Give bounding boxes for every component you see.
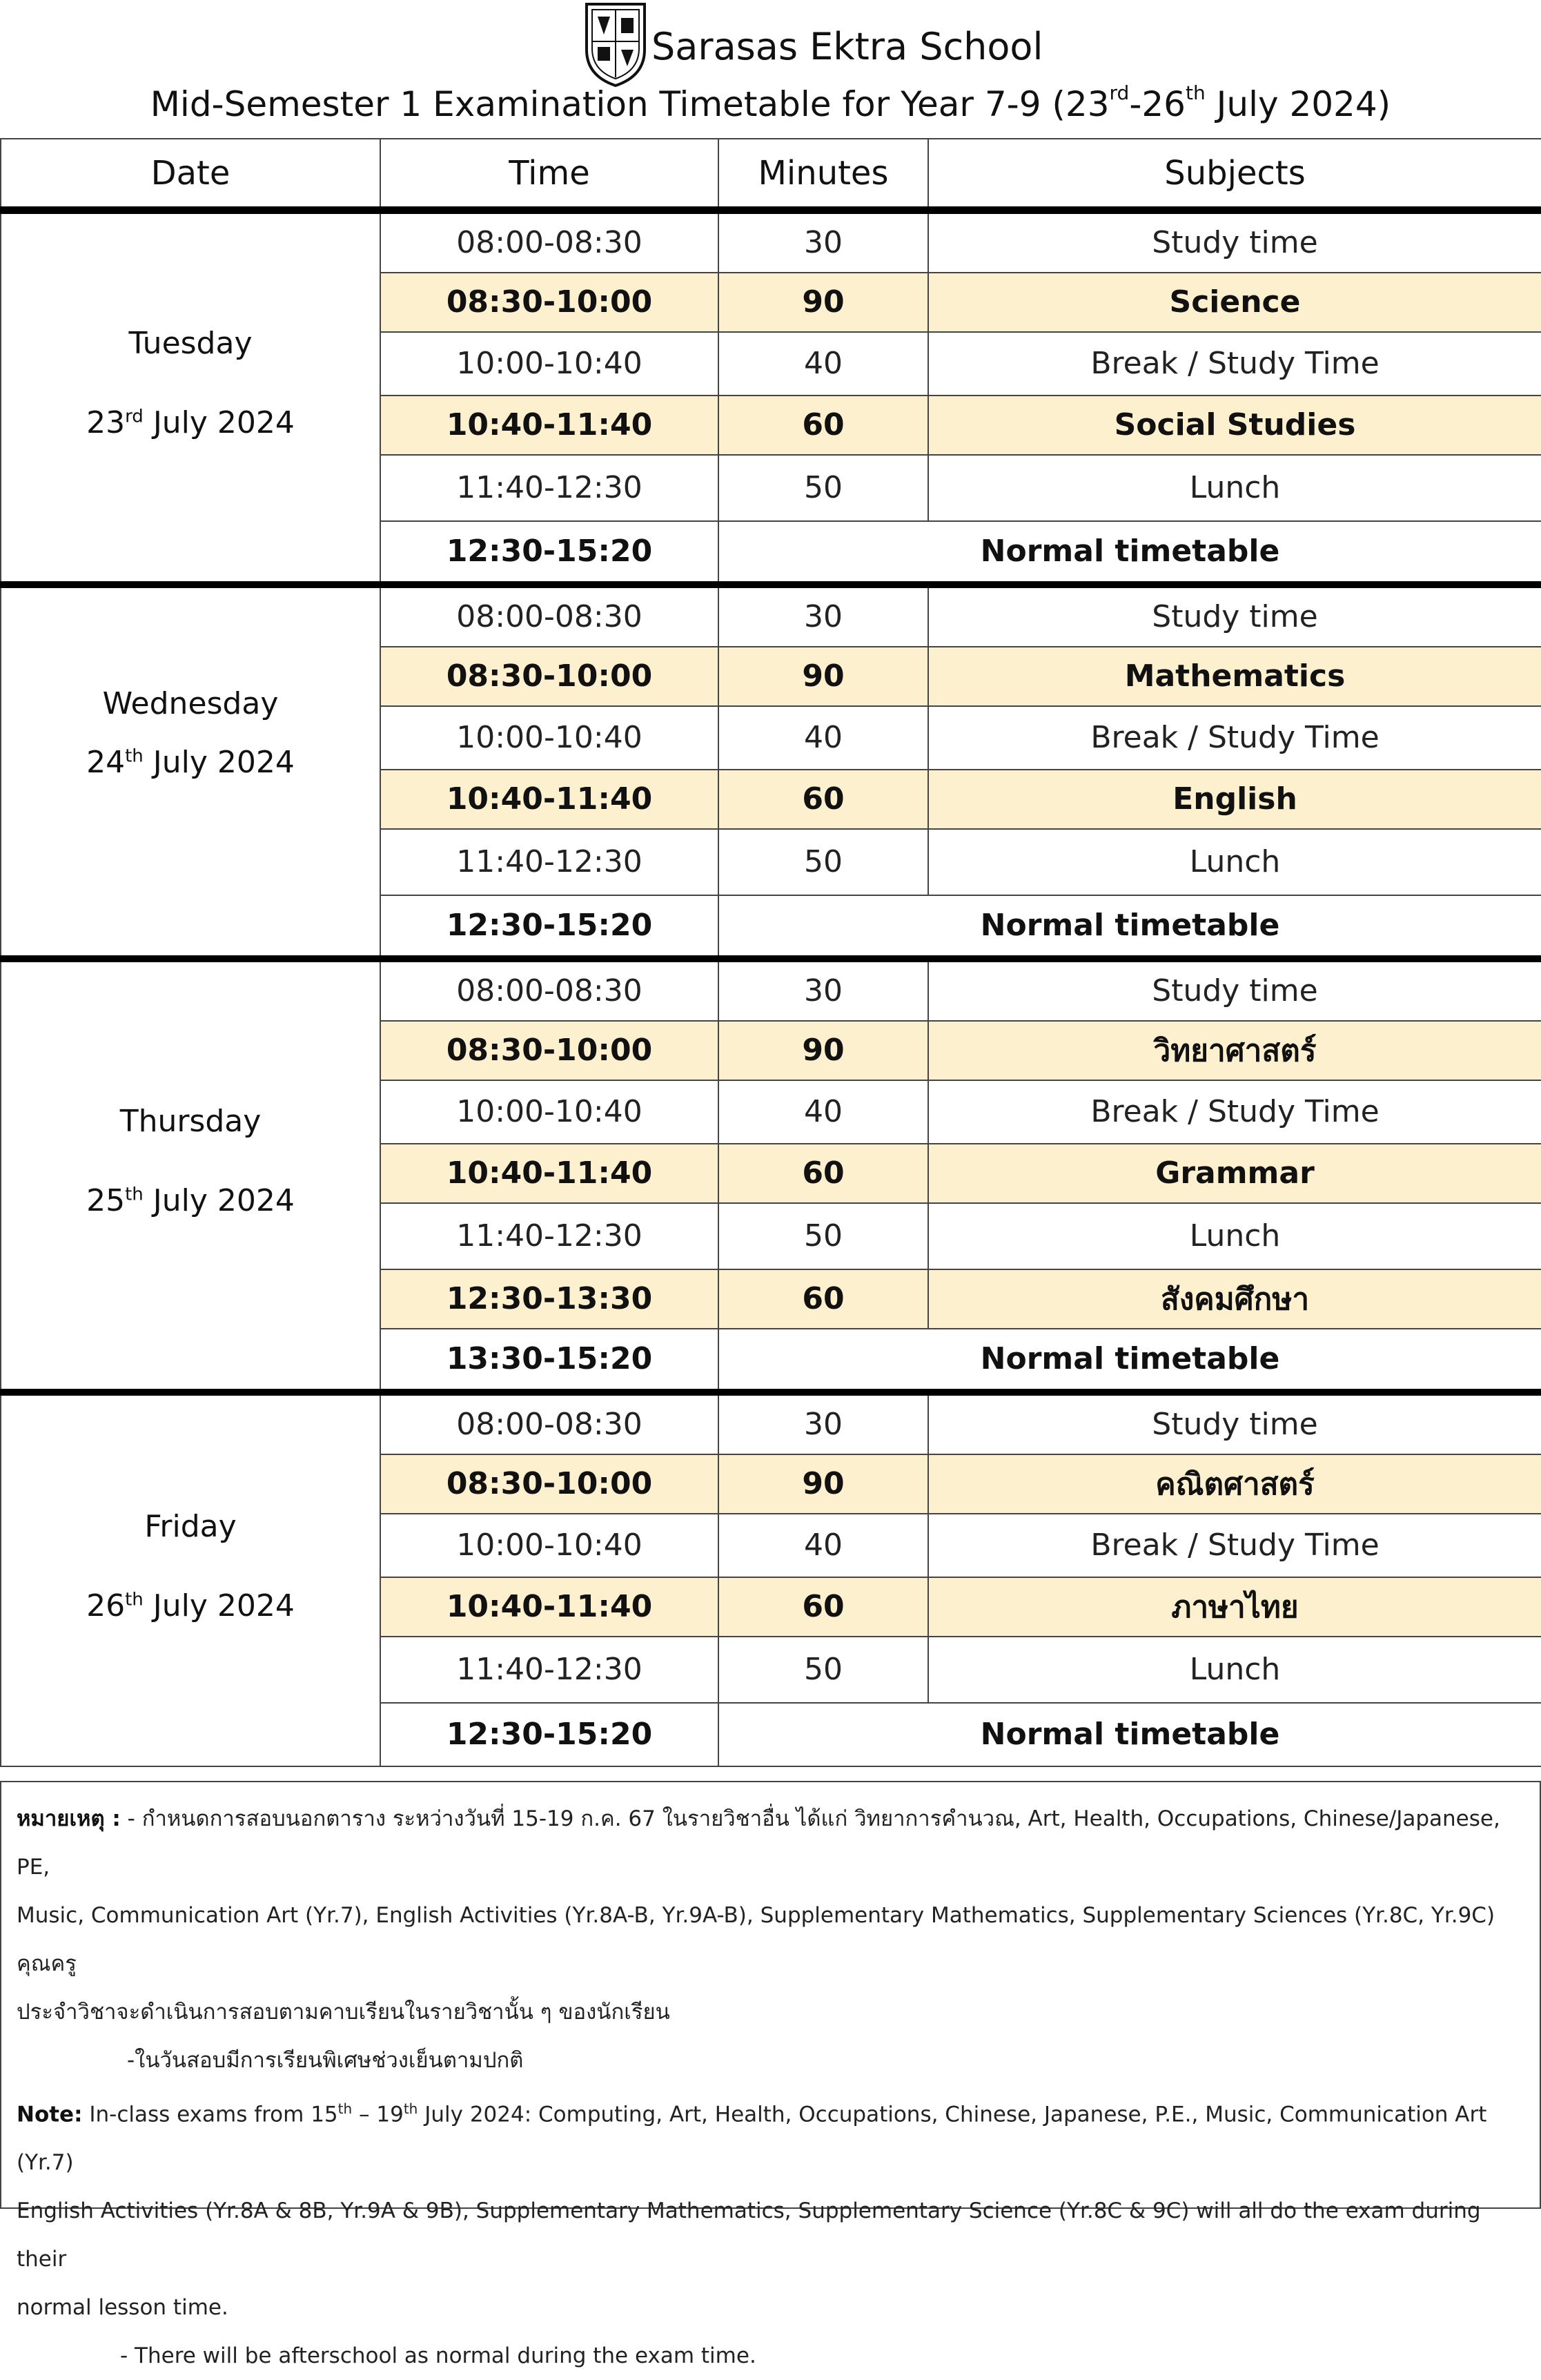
time-column-header: Time — [380, 139, 718, 211]
normal-timetable-cell: Normal timetable — [718, 1703, 1541, 1766]
subject-cell: วิทยาศาสตร์ — [928, 1021, 1541, 1080]
minutes-cell: 90 — [718, 273, 928, 332]
time-cell: 11:40-12:30 — [380, 455, 718, 521]
date-text: 24th July 2024 — [86, 744, 295, 780]
page-title: Mid-Semester 1 Examination Timetable for Year 7-9 (23rd-26th July 2024) — [150, 81, 1391, 124]
date-cell — [1, 211, 380, 585]
subject-cell: Study time — [928, 959, 1541, 1021]
minutes-cell: 50 — [718, 829, 928, 895]
time-cell: 10:40-11:40 — [380, 1144, 718, 1203]
thai-note-line: ประจำวิชาจะดำเนินการสอบตามคาบเรียนในรายวิชานั้น ๆ ของนักเรียน — [17, 2000, 670, 2025]
time-cell: 08:00-08:30 — [380, 959, 718, 1021]
subject-cell: Study time — [928, 585, 1541, 647]
subject-cell: Social Studies — [928, 396, 1541, 455]
subject-cell: Break / Study Time — [928, 1514, 1541, 1577]
table-row — [1, 585, 1541, 647]
subject-cell: Science — [928, 273, 1541, 332]
weekday: Thursday — [119, 1103, 262, 1139]
time-cell: 12:30-15:20 — [380, 895, 718, 959]
minutes-column-header: Minutes — [718, 139, 928, 211]
subject-cell: Study time — [928, 1392, 1541, 1454]
minutes-cell: 60 — [718, 770, 928, 829]
subject-cell: สังคมศึกษา — [928, 1269, 1541, 1329]
time-cell: 10:40-11:40 — [380, 770, 718, 829]
subject-cell: คณิตศาสตร์ — [928, 1454, 1541, 1514]
minutes-cell: 60 — [718, 396, 928, 455]
table-row — [1, 959, 1541, 1021]
exam-timetable — [0, 138, 1541, 1767]
school-name: Sarasas Ektra School — [651, 25, 1043, 68]
time-cell: 10:00-10:40 — [380, 1080, 718, 1144]
date-cell — [1, 585, 380, 959]
subject-cell: ภาษาไทย — [928, 1577, 1541, 1637]
time-cell: 10:00-10:40 — [380, 1514, 718, 1577]
minutes-cell: 60 — [718, 1144, 928, 1203]
table-header-row — [1, 139, 1541, 211]
normal-timetable-cell: Normal timetable — [718, 895, 1541, 959]
minutes-cell: 50 — [718, 1203, 928, 1269]
time-cell: 13:30-15:20 — [380, 1329, 718, 1392]
weekday: Wednesday — [102, 685, 279, 721]
weekday: Friday — [144, 1508, 237, 1544]
minutes-cell: 90 — [718, 1454, 928, 1514]
subject-cell: Break / Study Time — [928, 706, 1541, 770]
thai-afterschool-note: -ในวันสอบมีการเรียนพิเศษช่วงเย็นตามปกติ — [127, 2048, 524, 2073]
time-cell: 08:30-10:00 — [380, 647, 718, 706]
english-note: Note: In-class exams from 15th – 19th July 2024: Computing, Art, Health, Occupations, Chinese, Japanese, P.E., Music, Communication Art (Yr.7) — [17, 2100, 1487, 2176]
notes-section — [0, 1781, 1541, 2369]
document-header — [0, 0, 1541, 138]
minutes-cell: 40 — [718, 332, 928, 396]
time-cell: 11:40-12:30 — [380, 829, 718, 895]
normal-timetable-cell: Normal timetable — [718, 1329, 1541, 1392]
date-column-header: Date — [1, 139, 380, 211]
minutes-cell: 50 — [718, 455, 928, 521]
table-row — [1, 1392, 1541, 1454]
time-cell: 08:00-08:30 — [380, 211, 718, 273]
time-cell: 08:30-10:00 — [380, 1454, 718, 1514]
minutes-cell: 40 — [718, 1080, 928, 1144]
time-cell: 10:00-10:40 — [380, 706, 718, 770]
time-cell: 12:30-15:20 — [380, 1703, 718, 1766]
subject-cell: English — [928, 770, 1541, 829]
time-cell: 11:40-12:30 — [380, 1637, 718, 1703]
time-cell: 08:30-10:00 — [380, 1021, 718, 1080]
subject-cell: Lunch — [928, 1637, 1541, 1703]
time-cell: 12:30-13:30 — [380, 1269, 718, 1329]
subject-cell: Lunch — [928, 829, 1541, 895]
afterschool-note: - There will be afterschool as normal during the exam time. — [120, 2343, 756, 2369]
time-cell: 10:40-11:40 — [380, 396, 718, 455]
subject-cell: Study time — [928, 211, 1541, 273]
minutes-cell: 30 — [718, 211, 928, 273]
subjects-column-header: Subjects — [928, 139, 1541, 211]
time-cell: 10:40-11:40 — [380, 1577, 718, 1637]
minutes-cell: 50 — [718, 1637, 928, 1703]
date-cell — [1, 959, 380, 1392]
minutes-cell: 40 — [718, 706, 928, 770]
minutes-cell: 90 — [718, 1021, 928, 1080]
date-text: 25th July 2024 — [86, 1182, 295, 1218]
subject-cell: Grammar — [928, 1144, 1541, 1203]
date-text: 23rd July 2024 — [86, 404, 295, 440]
minutes-cell: 90 — [718, 647, 928, 706]
subject-cell: Mathematics — [928, 647, 1541, 706]
minutes-cell: 60 — [718, 1577, 928, 1637]
time-cell: 08:30-10:00 — [380, 273, 718, 332]
subject-cell: Break / Study Time — [928, 1080, 1541, 1144]
thai-note-line: Music, Communication Art (Yr.7), English Activities (Yr.8A-B, Yr.9A-B), Supplementary Mathematics, Supplementary Sciences (Yr.8C, Yr.9C) คุณครู — [17, 1903, 1495, 1976]
english-note-line: English Activities (Yr.8A & 8B, Yr.9A & 9B), Supplementary Mathematics, Supplementary Science (Yr.8C & 9C) will all do the exam during their — [17, 2198, 1481, 2272]
school-crest-icon — [582, 1, 649, 88]
date-cell — [1, 1392, 380, 1766]
time-cell: 08:00-08:30 — [380, 1392, 718, 1454]
subject-cell: Lunch — [928, 1203, 1541, 1269]
time-cell: 12:30-15:20 — [380, 521, 718, 585]
minutes-cell: 30 — [718, 959, 928, 1021]
subject-cell: Lunch — [928, 455, 1541, 521]
minutes-cell: 40 — [718, 1514, 928, 1577]
minutes-cell: 30 — [718, 1392, 928, 1454]
weekday: Tuesday — [128, 325, 253, 361]
english-note-line: normal lesson time. — [17, 2295, 228, 2321]
time-cell: 10:00-10:40 — [380, 332, 718, 396]
thai-note: หมายเหตุ : - กำหนดการสอบนอกตาราง ระหว่างวันที่ 15-19 ก.ค. 67 ในรายวิชาอื่น ได้แก่ วิทยาการคำนวณ, Art, Health, Occupations, Chinese/Japanese, PE, — [17, 1806, 1500, 1880]
time-cell: 11:40-12:30 — [380, 1203, 718, 1269]
table-row — [1, 211, 1541, 273]
minutes-cell: 30 — [718, 585, 928, 647]
subject-cell: Break / Study Time — [928, 332, 1541, 396]
date-text: 26th July 2024 — [86, 1588, 295, 1623]
normal-timetable-cell: Normal timetable — [718, 521, 1541, 585]
minutes-cell: 60 — [718, 1269, 928, 1329]
time-cell: 08:00-08:30 — [380, 585, 718, 647]
